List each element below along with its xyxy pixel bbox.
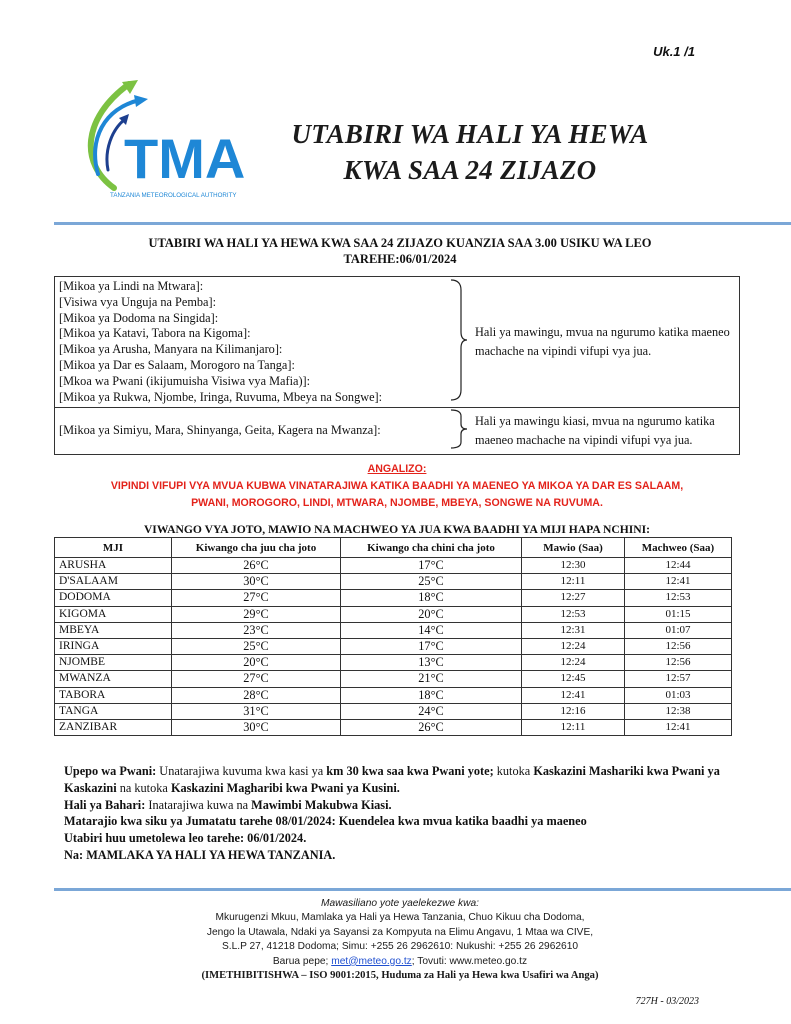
page-title xyxy=(240,116,700,188)
city-cell: ARUSHA xyxy=(55,558,172,574)
notes-section xyxy=(64,763,724,864)
city-cell: D'SALAAM xyxy=(55,574,172,590)
sunrise-cell: 12:45 xyxy=(522,671,625,687)
max-temp-cell: 27°C xyxy=(172,671,341,687)
warning-notice xyxy=(54,461,740,512)
max-temp-cell: 23°C xyxy=(172,622,341,638)
sunset-cell: 01:15 xyxy=(625,606,732,622)
wind-direction-south: Kaskazini Magharibi kwa Pwani ya Kusini. xyxy=(170,780,400,795)
sunrise-cell: 12:24 xyxy=(522,655,625,671)
min-temp-cell: 14°C xyxy=(341,622,522,638)
min-temp-cell: 17°C xyxy=(341,558,522,574)
city-cell: TABORA xyxy=(55,687,172,703)
sea-value: Mawimbi Makubwa Kiasi. xyxy=(251,797,392,812)
logo-caption: TANZANIA METEOROLOGICAL AUTHORITY xyxy=(110,192,237,199)
sunrise-cell: 12:11 xyxy=(522,719,625,735)
wind-text: na kutoka xyxy=(116,780,171,795)
sunrise-cell: 12:31 xyxy=(522,622,625,638)
max-temp-cell: 30°C xyxy=(172,574,341,590)
city-cell: NJOMBE xyxy=(55,655,172,671)
warning-title: ANGALIZO: xyxy=(367,463,427,475)
table-row xyxy=(55,590,732,606)
region-item: [Mikoa ya Arusha, Manyara na Kilimanjaro]: xyxy=(59,342,283,357)
min-temp-cell: 13°C xyxy=(341,655,522,671)
page-number: Uk.1 /1 xyxy=(653,44,695,59)
sunset-cell: 12:41 xyxy=(625,574,732,590)
min-temp-cell: 20°C xyxy=(341,606,522,622)
table-row xyxy=(55,687,732,703)
sunset-cell: 01:07 xyxy=(625,622,732,638)
sunset-cell: 01:03 xyxy=(625,687,732,703)
sunset-cell: 12:57 xyxy=(625,671,732,687)
max-temp-cell: 26°C xyxy=(172,558,341,574)
column-header: Mawio (Saa) xyxy=(522,538,625,558)
column-header: Kiwango cha juu cha joto xyxy=(172,538,341,558)
region-item: [Mkoa wa Pwani (ikijumuisha Visiwa vya Mafia)]: xyxy=(59,373,311,388)
wind-text: kutoka xyxy=(493,764,534,778)
issuer-note: Na: MAMLAKA YA HALI YA HEWA TANZANIA. xyxy=(64,847,336,862)
city-cell: KIGOMA xyxy=(55,606,172,622)
sunset-cell: 12:44 xyxy=(625,558,732,574)
max-temp-cell: 31°C xyxy=(172,703,341,719)
table-row xyxy=(55,655,732,671)
table-row xyxy=(55,671,732,687)
logo-arrow-blue xyxy=(134,95,148,107)
min-temp-cell: 18°C xyxy=(341,590,522,606)
footer-line-1: Mkurugenzi Mkuu, Mamlaka ya Hali ya Hewa Tanzania, Chuo Kikuu cha Dodoma, xyxy=(215,912,585,924)
footer-line-2: Jengo la Utawala, Ndaki ya Sayansi za Kompyuta na Elimu Angavu, 1 Mtaa wa CIVE, xyxy=(206,926,594,938)
sunset-cell: 12:38 xyxy=(625,703,732,719)
table-row xyxy=(55,719,732,735)
email-link[interactable]: met@meteo.go.tz xyxy=(331,955,412,967)
table-row xyxy=(55,558,732,574)
warning-line-1: VIPINDI VIFUPI VYA MVUA KUBWA VINATARAJIWA KATIKA BAADHI YA MAENEO YA MIKOA YA DAR ES SALAAM, xyxy=(110,480,684,492)
table-row xyxy=(55,606,732,622)
forecast-description: Hali ya mawingu kiasi, mvua na ngurumo katika maeneo machache na vipindi vifupi vya jua. xyxy=(469,408,740,455)
region-item: [Mikoa ya Simiyu, Mara, Shinyanga, Geita, Kagera na Mwanza]: xyxy=(59,423,381,438)
document-code: 727H - 03/2023 xyxy=(635,996,699,1007)
sunrise-cell: 12:41 xyxy=(522,687,625,703)
city-cell: IRINGA xyxy=(55,638,172,654)
sunrise-cell: 12:53 xyxy=(522,606,625,622)
logo-letters: TMA xyxy=(124,127,246,190)
table-row xyxy=(55,703,732,719)
column-header: Machweo (Saa) xyxy=(625,538,732,558)
sunrise-cell: 12:16 xyxy=(522,703,625,719)
min-temp-cell: 18°C xyxy=(341,687,522,703)
sea-text: Inatarajiwa kuwa na xyxy=(145,797,252,812)
min-temp-cell: 17°C xyxy=(341,638,522,654)
sunset-cell: 12:56 xyxy=(625,655,732,671)
max-temp-cell: 30°C xyxy=(172,719,341,735)
forecast-group-1 xyxy=(55,277,740,408)
city-cell: TANGA xyxy=(55,703,172,719)
sunrise-cell: 12:11 xyxy=(522,574,625,590)
table-row xyxy=(55,574,732,590)
region-item: [Visiwa vya Unguja na Pemba]: xyxy=(59,294,217,309)
outlook-note: Matarajio kwa siku ya Jumatatu tarehe 08/01/2024: Kuendelea kwa mvua katika baadhi ya maeneo xyxy=(64,814,587,829)
sunrise-cell: 12:27 xyxy=(522,590,625,606)
max-temp-cell: 29°C xyxy=(172,606,341,622)
email-label: Barua pepe; xyxy=(272,955,332,967)
certification-note: (IMETHIBITISHWA – ISO 9001:2015, Huduma za Hali ya Hewa kwa Usafiri wa Anga) xyxy=(201,970,599,982)
city-cell: MBEYA xyxy=(55,622,172,638)
wind-label: Upepo wa Pwani: xyxy=(64,764,157,778)
footer-contact xyxy=(100,897,700,983)
table-row xyxy=(55,638,732,654)
city-cell: MWANZA xyxy=(55,671,172,687)
min-temp-cell: 26°C xyxy=(341,719,522,735)
warning-line-2: PWANI, MOROGORO, LINDI, MTWARA, NJOMBE, MBEYA, SONGWE NA RUVUMA. xyxy=(191,497,603,509)
column-header: MJI xyxy=(55,538,172,558)
wind-direction-north: Kaskazini Mashariki kwa Pwani ya Kaskazini xyxy=(64,764,720,795)
min-temp-cell: 21°C xyxy=(341,671,522,687)
footer-divider xyxy=(54,888,791,891)
logo-swoosh-navy xyxy=(107,120,124,170)
footer-line-3: S.L.P 27, 41218 Dodoma; Simu: +255 26 2962610: Nukushi: +255 26 2962610 xyxy=(221,941,579,953)
region-item: [Mikoa ya Dar es Salaam, Morogoro na Tanga]: xyxy=(59,357,295,372)
footer-intro: Mawasiliano yote yaelekezwe kwa: xyxy=(321,898,479,909)
title-line-2: KWA SAA 24 ZIJAZO xyxy=(343,155,597,185)
sunset-cell: 12:53 xyxy=(625,590,732,606)
tma-logo xyxy=(74,78,249,203)
temperature-table-heading: VIWANGO VYA JOTO, MAWIO NA MACHWEO YA JUA KWA BAADHI YA MIJI HAPA NCHINI: xyxy=(143,523,651,536)
table-row xyxy=(55,622,732,638)
city-cell: ZANZIBAR xyxy=(55,719,172,735)
region-item: [Mikoa ya Lindi na Mtwara]: xyxy=(59,279,204,293)
region-item: [Mikoa ya Katavi, Tabora na Kigoma]: xyxy=(59,326,251,341)
table-header-row xyxy=(55,538,732,558)
sunrise-cell: 12:24 xyxy=(522,638,625,654)
brace-icon xyxy=(447,277,469,408)
forecast-heading xyxy=(90,235,710,267)
issued-note: Utabiri huu umetolewa leo tarehe: 06/01/2024. xyxy=(64,831,307,846)
sunset-cell: 12:41 xyxy=(625,719,732,735)
wind-text: Unatarajiwa kuvuma kwa kasi ya xyxy=(156,764,327,778)
title-line-1: UTABIRI WA HALI YA HEWA xyxy=(291,119,649,149)
forecast-date: TAREHE:06/01/2024 xyxy=(343,252,457,266)
max-temp-cell: 20°C xyxy=(172,655,341,671)
sea-label: Hali ya Bahari: xyxy=(64,797,146,812)
sunset-cell: 12:56 xyxy=(625,638,732,654)
brace-icon xyxy=(447,408,469,455)
sea-state-note xyxy=(64,797,724,814)
header-divider xyxy=(54,222,791,225)
temperature-table xyxy=(54,537,732,736)
region-list xyxy=(55,277,448,408)
region-item: [Mikoa ya Dodoma na Singida]: xyxy=(59,310,219,325)
region-item: [Mikoa ya Rukwa, Njombe, Iringa, Ruvuma, Mbeya na Songwe]: xyxy=(59,389,383,404)
coastal-wind-note xyxy=(64,763,724,797)
city-cell: DODOMA xyxy=(55,590,172,606)
max-temp-cell: 25°C xyxy=(172,638,341,654)
column-header: Kiwango cha chini cha joto xyxy=(341,538,522,558)
min-temp-cell: 25°C xyxy=(341,574,522,590)
forecast-description: Hali ya mawingu, mvua na ngurumo katika maeneo machache na vipindi vifupi vya jua. xyxy=(469,277,740,408)
forecast-table xyxy=(54,276,740,455)
forecast-heading-line-1: UTABIRI WA HALI YA HEWA KWA SAA 24 ZIJAZO KUANZIA SAA 3.00 USIKU WA LEO xyxy=(148,236,652,250)
sunrise-cell: 12:30 xyxy=(522,558,625,574)
forecast-group-2 xyxy=(55,408,740,455)
wind-speed: km 30 kwa saa kwa Pwani yote; xyxy=(326,764,494,778)
footer-contact-line xyxy=(100,955,700,969)
website-text: ; Tovuti: www.meteo.go.tz xyxy=(411,955,528,967)
max-temp-cell: 27°C xyxy=(172,590,341,606)
max-temp-cell: 28°C xyxy=(172,687,341,703)
min-temp-cell: 24°C xyxy=(341,703,522,719)
region-list xyxy=(55,408,448,455)
